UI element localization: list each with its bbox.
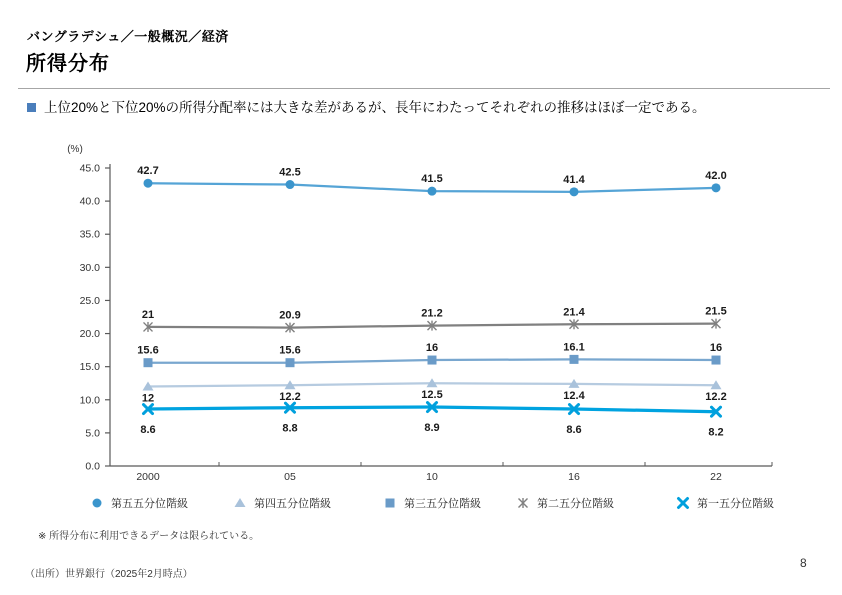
data-label: 15.6	[279, 344, 301, 357]
data-label: 42.7	[137, 165, 159, 178]
y-tick-label: 25.0	[79, 294, 100, 307]
data-label: 41.4	[563, 173, 585, 186]
legend-label: 第五五分位階級	[111, 498, 188, 510]
key-message	[27, 99, 817, 117]
legend-item	[383, 495, 481, 511]
data-label: 16.1	[563, 341, 585, 354]
y-tick-label: 35.0	[79, 228, 100, 241]
triangle-marker-icon	[233, 496, 247, 510]
data-label: 16	[709, 342, 723, 355]
data-label: 42.5	[279, 166, 301, 179]
data-label: 8.9	[424, 422, 440, 435]
y-tick-label: 10.0	[79, 394, 100, 407]
bullet-square-icon	[27, 103, 36, 112]
legend-label: 第三五分位階級	[404, 498, 481, 510]
y-tick-label: 40.0	[79, 195, 100, 208]
data-label: 8.6	[566, 424, 582, 437]
circle-marker-icon	[90, 496, 104, 510]
source-note: （出所）世界銀行（2025年2月時点）	[25, 569, 193, 580]
data-label: 16	[425, 342, 439, 355]
legend-label: 第四五分位階級	[254, 498, 331, 510]
chart-legend	[0, 495, 842, 515]
income-distribution-line-chart	[0, 135, 842, 493]
data-label: 12.5	[421, 389, 443, 402]
y-tick-label: 20.0	[79, 328, 100, 341]
data-label: 21	[141, 308, 155, 321]
data-label: 12.2	[279, 391, 301, 404]
data-label: 15.6	[137, 344, 159, 357]
y-axis-unit-label: (%)	[67, 144, 83, 155]
x-tick-label: 05	[284, 471, 296, 483]
legend-item	[516, 495, 614, 511]
data-label: 21.5	[705, 305, 727, 318]
data-label: 41.5	[421, 173, 443, 186]
data-label: 8.6	[140, 424, 156, 437]
xmark-marker-icon	[676, 496, 690, 510]
legend-item	[676, 495, 774, 511]
page-title: 所得分布	[26, 53, 110, 75]
data-label: 12.4	[563, 389, 585, 402]
header-divider	[18, 88, 830, 89]
y-tick-label: 0.0	[85, 460, 100, 473]
asterisk-marker-icon	[516, 496, 530, 510]
x-tick-label: 22	[710, 471, 722, 483]
legend-item	[90, 495, 188, 511]
legend-label: 第一五分位階級	[697, 498, 774, 510]
data-label: 20.9	[279, 309, 301, 322]
y-tick-label: 15.0	[79, 361, 100, 374]
footnote: ※ 所得分布に利用できるデータは限られている。	[38, 531, 260, 542]
key-message-text: 上位20%と下位20%の所得分配率には大きな差があるが、長年にわたってそれぞれの推移はほぼ一定である。	[44, 100, 706, 115]
y-tick-label: 45.0	[79, 162, 100, 175]
data-label: 12	[141, 392, 155, 405]
y-tick-label: 5.0	[85, 427, 100, 440]
x-tick-label: 2000	[136, 471, 160, 483]
x-tick-label: 10	[426, 471, 438, 483]
data-label: 8.8	[282, 422, 298, 435]
y-tick-label: 30.0	[79, 261, 100, 274]
square-marker-icon	[383, 496, 397, 510]
data-label: 21.2	[421, 307, 443, 320]
breadcrumb: バングラデシュ／一般概況／経済	[27, 29, 229, 44]
page-number: 8	[800, 556, 807, 570]
legend-label: 第二五分位階級	[537, 498, 614, 510]
data-label: 42.0	[705, 169, 727, 182]
x-tick-label: 16	[568, 471, 580, 483]
data-label: 21.4	[563, 306, 585, 319]
legend-item	[233, 495, 331, 511]
data-label: 12.2	[705, 391, 727, 404]
data-label: 8.2	[708, 426, 724, 439]
